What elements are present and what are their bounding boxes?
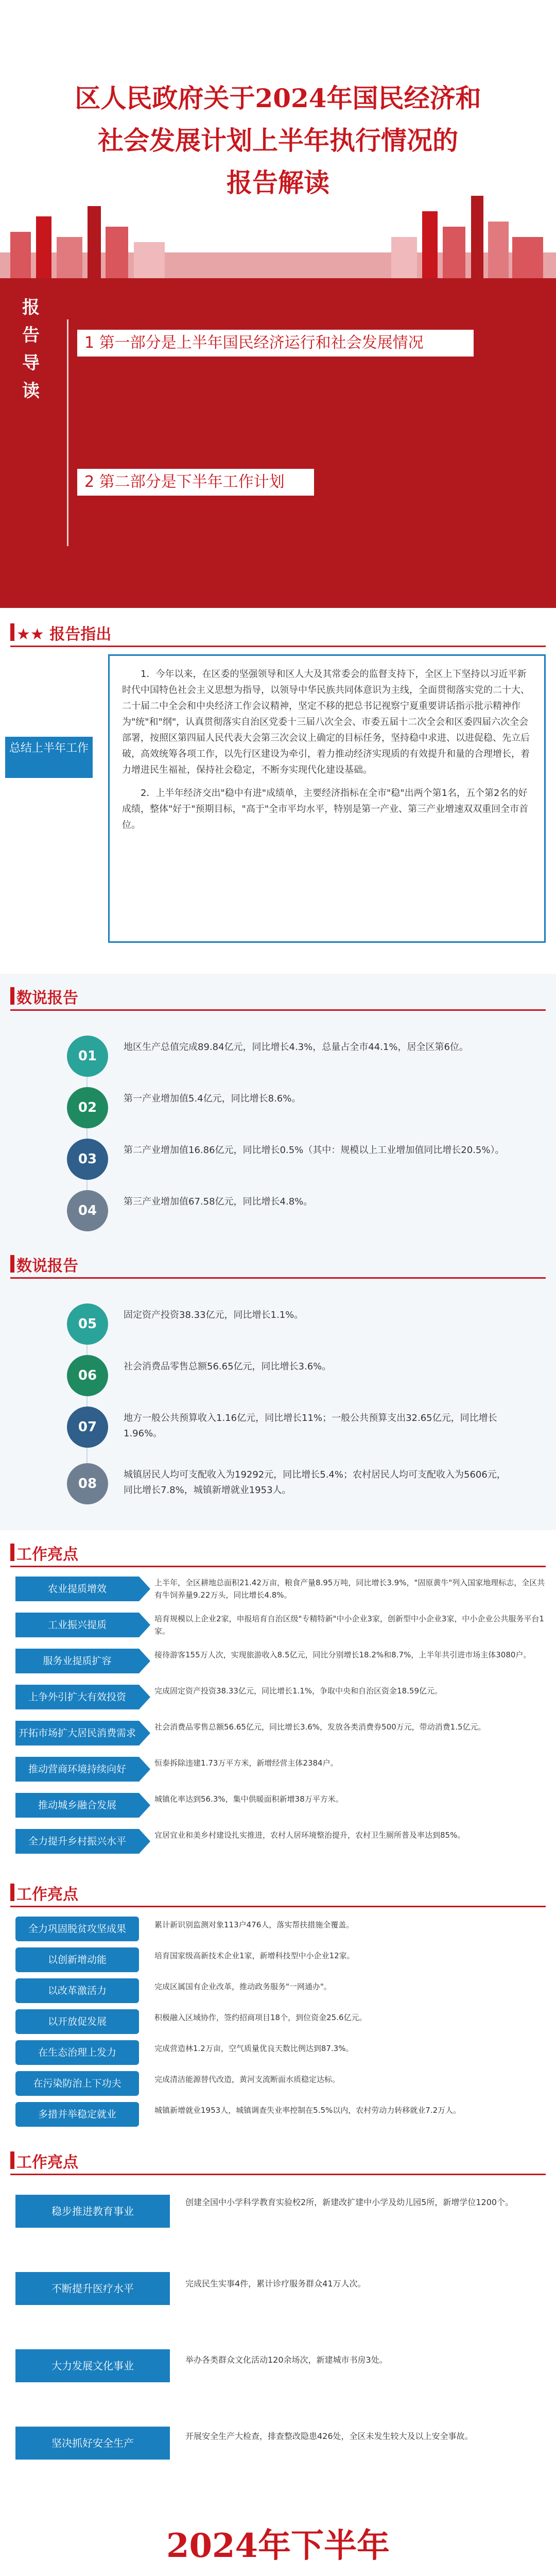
- highlights-section-1: [0, 1530, 556, 1870]
- data-index-badge: 02: [67, 1087, 108, 1128]
- second-half-section: [0, 2509, 556, 2576]
- highlight-item: [15, 1649, 546, 1677]
- highlights-section-2: [0, 1870, 556, 2138]
- highlight-item: [15, 1577, 546, 1605]
- section-heading: [10, 1537, 546, 1567]
- data-section-1: [0, 974, 556, 1242]
- highlight-label: 工业振兴提质: [15, 1613, 139, 1637]
- highlight-text: 完成固定资产投资38.33亿元，同比增长1.1%，争取中央和自治区资金18.59亿元。: [154, 1686, 442, 1696]
- section-heading-text: ★★ 报告指出: [16, 625, 112, 643]
- highlight-text: 培育规模以上企业2家，申报培育自治区级"专精特新"中小企业3家，创新型中小企业3家，中小企业公共服务平台1家。: [154, 1614, 544, 1636]
- summary-paragraph: 1．今年以来，在区委的坚强领导和区人大及其常委会的监督支持下，全区上下坚持以习近平新时代中国特色社会主义思想为指导，以领导中华民族共同体意识为主线，全面贯彻落实党的二十大、二十届二中全会和中央经济工作会议精神，坚定不移的把总书记视察宁夏重要讲话指示批示精神作为"统"和"纲"，认真贯彻落实自治区党委十三届八次全会、市委五届十二次全会和区委四届六次全会部署，按照区第四届人民代表大会第三次会议上确定的目标任务，坚持稳中求进、以进促稳、先立后破，高效统筹各项工作，以先行区建设为牵引，着力推动经济实现质的有效提升和量的合理增长，着力增进民生福祉，保持社会稳定，不断夯实现代化建设基础。: [122, 669, 530, 775]
- highlight-text: 创建全国中小学科学教育实验校2所，新建改扩建中小学及幼儿园5所，新增学位1200个。: [185, 2197, 514, 2207]
- toc-item-part1[interactable]: 1 第一部分是上半年国民经济运行和社会发展情况: [77, 330, 474, 357]
- data-item-text: 固定资产投资38.33亿元，同比增长1.1%。: [124, 1310, 304, 1320]
- highlight-text: 累计新识别监测对象113户476人，落实帮扶措施全覆盖。: [154, 1920, 354, 1929]
- title-line-2: 社会发展计划上半年执行情况的: [98, 125, 458, 156]
- highlight-label: 在污染防治上下功夫: [15, 2071, 139, 2096]
- highlight-text: 完成区属国有企业改革，推动政务服务"一网通办"。: [154, 1982, 332, 1991]
- highlight-label: 不断提升医疗水平: [15, 2272, 170, 2305]
- highlight-label: 开拓市场扩大居民消费需求: [15, 1721, 139, 1745]
- second-half-title: 2024年下半年: [166, 2527, 390, 2565]
- highlight-item: [15, 1721, 546, 1750]
- highlight-text: 积极融入区域协作，签约招商项目18个，到位资金25.6亿元。: [154, 2013, 367, 2022]
- data-index-badge: 01: [67, 1036, 108, 1077]
- data-item-text: 第三产业增加值67.58亿元，同比增长4.8%。: [124, 1196, 313, 1207]
- city-skyline-illustration: [0, 175, 556, 278]
- hero-banner: [0, 0, 556, 278]
- section-heading-text: 工作亮点: [16, 2154, 78, 2172]
- highlights-section-3: [0, 2138, 556, 2509]
- summary-text-box: [108, 654, 546, 943]
- toc-divider: [67, 319, 68, 546]
- summary-label: 总结上半年工作: [5, 737, 93, 778]
- highlight-label: 推动城乡融合发展: [15, 1793, 139, 1818]
- highlight-label: 坚决抓好安全生产: [15, 2427, 170, 2460]
- highlight-text: 培育国家级高新技术企业1家，新增科技型中小企业12家。: [154, 1951, 355, 1960]
- section-heading: [10, 1877, 546, 1907]
- data-item: [67, 1401, 520, 1453]
- highlight-label: 稳步推进教育事业: [15, 2195, 170, 2228]
- highlight-label: 以改革激活力: [15, 1978, 139, 2003]
- data-item: [67, 1185, 520, 1236]
- highlight-item: [15, 1757, 546, 1786]
- data-section-2: [0, 1242, 556, 1530]
- highlight-label: 上争外引扩大有效投资: [15, 1685, 139, 1709]
- section-heading: [10, 981, 546, 1011]
- highlight-label: 在生态治理上发力: [15, 2040, 139, 2065]
- highlight-item: [15, 1829, 546, 1858]
- highlight-text: 接待游客155万人次，实现旅游收入8.5亿元，同比分别增长18.2%和8.7%，上半年共引进市场主体3080户。: [154, 1650, 531, 1659]
- highlight-text: 完成清洁能源替代改造，黄河支流断面水质稳定达标。: [154, 2075, 340, 2084]
- highlight-label: 推动营商环境持续向好: [15, 1757, 139, 1782]
- section-heading-text: 工作亮点: [16, 1546, 78, 1564]
- data-index-badge: 06: [67, 1355, 108, 1396]
- highlight-text: 上半年，全区耕地总面积21.42万亩，粮食产量8.95万吨，同比增长3.9%，"固原黄牛"列入国家地理标志，全区共有牛饲养量9.22万头，同比增长4.8%。: [154, 1578, 545, 1600]
- data-index-badge: 05: [67, 1303, 108, 1345]
- section-heading: [10, 1249, 546, 1279]
- highlight-text: 完成营造林1.2万亩，空气质量优良天数比例达到87.3%。: [154, 2044, 354, 2053]
- highlight-text: 城镇化率达到56.3%，集中供暖面积新增38万平方米。: [154, 1794, 343, 1804]
- highlight-text: 举办各类群众文化活动120余场次，新建城市书房3处。: [185, 2355, 388, 2365]
- report-contents-band: [0, 278, 556, 608]
- highlight-label: 多措并举稳定就业: [15, 2102, 139, 2127]
- highlight-text: 宜居宜业和美乡村建设扎实推进，农村人居环境整治提升，农村卫生厕所普及率达到85%。: [154, 1831, 465, 1840]
- highlight-label: 服务业提质扩容: [15, 1649, 139, 1673]
- highlight-text: 城镇新增就业1953人，城镇调查失业率控制在5.5%以内，农村劳动力转移就业7.2万人。: [154, 2106, 461, 2115]
- section-heading-text: 数说报告: [16, 1257, 78, 1275]
- data-item: [67, 1350, 520, 1401]
- data-index-badge: 04: [67, 1190, 108, 1231]
- highlight-text: 完成民生实事4件，累计诊疗服务群众41万人次。: [185, 2279, 366, 2289]
- highlight-item: [15, 1613, 546, 1641]
- data-item-text: 城镇居民人均可支配收入为19292元，同比增长5.4%；农村居民人均可支配收入为5606元，同比增长7.8%，城镇新增就业1953人。: [124, 1469, 506, 1496]
- highlight-label: 农业提质增效: [15, 1577, 139, 1601]
- title-line-3: 报告解读: [227, 167, 329, 198]
- section-heading: [10, 617, 546, 647]
- data-item-text: 第一产业增加值5.4亿元，同比增长8.6%。: [124, 1093, 301, 1104]
- data-item-text: 地方一般公共预算收入1.16亿元，同比增长11%；一般公共预算支出32.65亿元，同比增长1.96%。: [124, 1413, 497, 1439]
- highlight-label: 大力发展文化事业: [15, 2349, 170, 2382]
- section-heading-text: 工作亮点: [16, 1886, 78, 1904]
- data-index-badge: 03: [67, 1139, 108, 1180]
- summary-paragraph: 2．上半年经济交出"稳中有进"成绩单，主要经济指标在全市"稳"出两个第1名，五个第2名的好成绩，整体"好于"预期目标，"高于"全市平均水平，特别是第一产业、第三产业增速双双重回全市首位。: [122, 788, 529, 831]
- highlight-item: [15, 1793, 546, 1822]
- data-item: [67, 1458, 520, 1510]
- data-item: [67, 1133, 520, 1185]
- highlight-text: 开展安全生产大检查，排查整改隐患426处，全区未发生较大及以上安全事故。: [185, 2431, 473, 2441]
- toc-side-label: 报 告 导 读: [22, 297, 40, 401]
- data-item-text: 第二产业增加值16.86亿元，同比增长0.5%（其中：规模以上工业增加值同比增长20.5%）。: [124, 1145, 505, 1156]
- report-summary-section: [0, 608, 556, 974]
- section-heading-text: 数说报告: [16, 989, 78, 1007]
- data-index-badge: 07: [67, 1406, 108, 1448]
- highlight-text: 社会消费品零售总额56.65亿元，同比增长3.6%，发放各类消费券500万元，带动消费1.5亿元。: [154, 1722, 486, 1732]
- section-heading: [10, 2145, 546, 2175]
- data-item: [67, 1298, 520, 1350]
- highlight-label: 全力提升乡村振兴水平: [15, 1829, 139, 1854]
- highlight-label: 全力巩固脱贫攻坚成果: [15, 1917, 139, 1941]
- highlight-item: [15, 1685, 546, 1714]
- data-index-badge: 08: [67, 1463, 108, 1504]
- toc-item-part2[interactable]: 2 第二部分是下半年工作计划: [77, 469, 314, 496]
- title-line-1: 区人民政府关于2024年国民经济和: [75, 83, 481, 113]
- data-item: [67, 1082, 520, 1133]
- data-item: [67, 1030, 520, 1082]
- highlight-label: 以开放促发展: [15, 2009, 139, 2034]
- data-item-text: 社会消费品零售总额56.65亿元，同比增长3.6%。: [124, 1361, 332, 1372]
- data-item-text: 地区生产总值完成89.84亿元，同比增长4.3%，总量占全市44.1%，居全区第6位。: [124, 1042, 468, 1053]
- highlight-text: 恒泰拆除违建1.73万平方米，新增经营主体2384户。: [154, 1758, 338, 1768]
- highlight-label: 以创新增动能: [15, 1947, 139, 1972]
